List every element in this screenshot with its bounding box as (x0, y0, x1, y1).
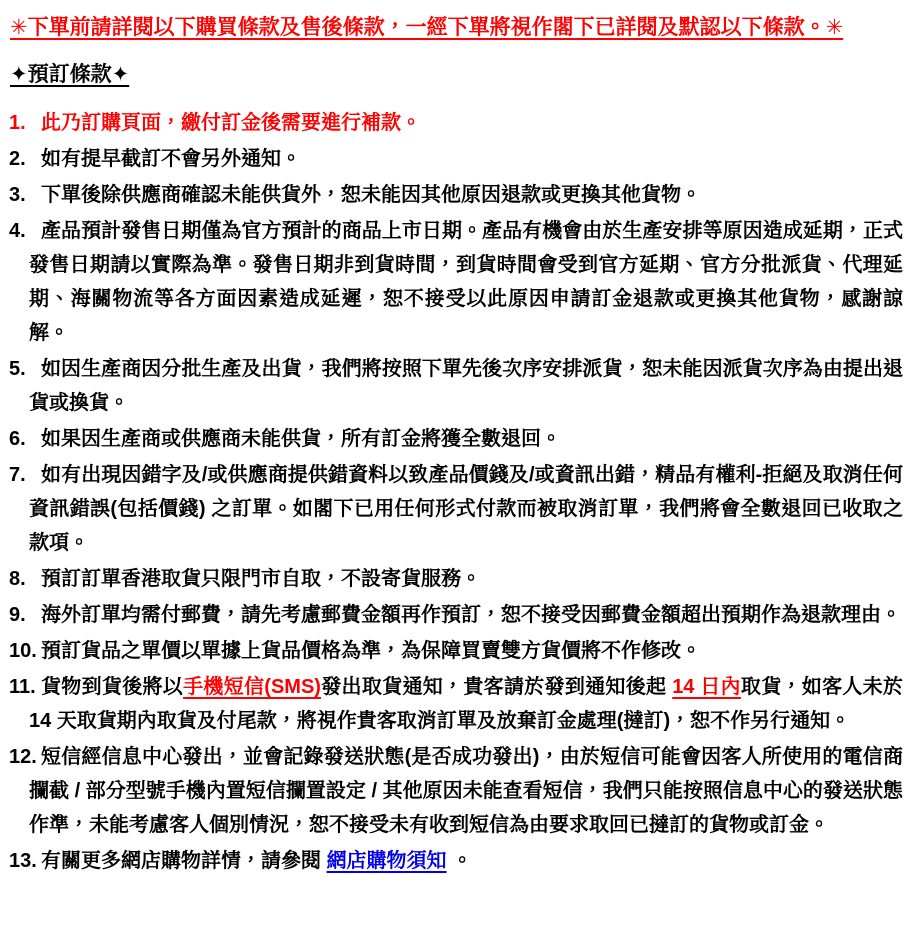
term-item (2, 634, 903, 668)
term-item (2, 142, 903, 176)
term-number: 1. (9, 112, 26, 134)
terms-list (2, 106, 903, 878)
sms-highlight: 手機短信(SMS) (183, 676, 321, 698)
term-number: 7. (9, 464, 26, 486)
term-item (2, 178, 903, 212)
text-segment: 。 (446, 850, 473, 872)
term-number: 8. (9, 568, 26, 590)
text-segment: 發出取貨通知，貴客請於發到通知後起 (320, 676, 673, 698)
notice-banner: ✳下單前請詳閱以下購買條款及售後條款，一經下單將視作閣下已詳閱及默認以下條款。✳ (10, 16, 844, 39)
term-number: 5. (9, 358, 26, 380)
text-segment: 如有出現因錯字及/或供應商提供錯資料以致產品價錢及/或資訊出錯，精品有權利-拒絕及取消任何資訊錯誤(包括價錢) 之訂單。如閣下已用任何形式付款而被取消訂單，我們將會全數退回已收取之款項。 (29, 464, 903, 554)
term-item (2, 844, 903, 878)
shop-guide-link[interactable]: 網店購物須知 (326, 850, 447, 872)
term-number: 11. (9, 676, 36, 698)
text-segment: 有關更多網店購物詳情，請參閱 (41, 850, 327, 872)
text-segment: 海外訂單均需付郵費，請先考慮郵費金額再作預訂，恕不接受因郵費金額超出預期作為退款理由。 (41, 604, 901, 626)
term-number: 10. (9, 640, 37, 662)
term-number: 6. (9, 428, 26, 450)
term-item (2, 352, 903, 420)
term-number: 3. (9, 184, 26, 206)
term-item (2, 458, 903, 560)
term-item (2, 670, 903, 738)
term-item (2, 598, 903, 632)
term-item (2, 106, 903, 140)
text-segment: 取貨，如客人未於 14 天取貨期內取貨及付尾款，將視作貴客取消訂單及放棄訂金處理(撻訂)，恕不作另行通知。 (29, 676, 903, 732)
text-segment: 如果因生產商或供應商未能供貨，所有訂金將獲全數退回。 (41, 428, 561, 450)
text-segment: 此乃訂購頁面，繳付訂金後需要進行補款。 (41, 112, 421, 134)
term-item (2, 422, 903, 456)
text-segment: 如有提早截訂不會另外通知。 (41, 148, 301, 170)
text-segment: 如因生產商因分批生產及出貨，我們將按照下單先後次序安排派貨，恕未能因派貨次序為由提出退貨或換貨。 (29, 358, 903, 414)
term-number: 13. (9, 850, 37, 872)
text-segment: 下單後除供應商確認未能供貨外，恕未能因其他原因退款或更換其他貨物。 (41, 184, 701, 206)
term-number: 2. (9, 148, 26, 170)
term-number: 9. (9, 604, 26, 626)
term-number: 12. (9, 746, 37, 768)
text-segment: 預訂訂單香港取貨只限門市自取，不設寄貨服務。 (41, 568, 481, 590)
section-heading: ✦預訂條款✦ (10, 63, 130, 86)
term-item (2, 562, 903, 596)
term-item (2, 214, 903, 350)
term-number: 4. (9, 220, 26, 242)
term-item (2, 740, 903, 842)
text-segment: 預訂貨品之單價以單據上貨品價格為準，為保障買賣雙方貨價將不作修改。 (41, 640, 701, 662)
text-segment: 短信經信息中心發出，並會記錄發送狀態(是否成功發出)，由於短信可能會因客人所使用的電信商攔截 / 部分型號手機內置短信攔置設定 / 其他原因未能查看短信，我們只能按照信息中心的發送狀態作準，未能考慮客人個別情況，恕不接受未有收到短信為由要求取回已撻訂的貨物或訂金。 (29, 746, 903, 836)
text-segment: 貨物到貨後將以 (41, 676, 184, 698)
pickup-days-highlight: 14 日內 (672, 676, 741, 698)
text-segment: 產品預計發售日期僅為官方預計的商品上市日期。產品有機會由於生產安排等原因造成延期，正式發售日期請以實際為準。發售日期非到貨時間，到貨時間會受到官方延期、官方分批派貨、代理延期、海關物流等各方面因素造成延遲，恕不接受以此原因申請訂金退款或更換其他貨物，感謝諒解。 (29, 220, 903, 344)
